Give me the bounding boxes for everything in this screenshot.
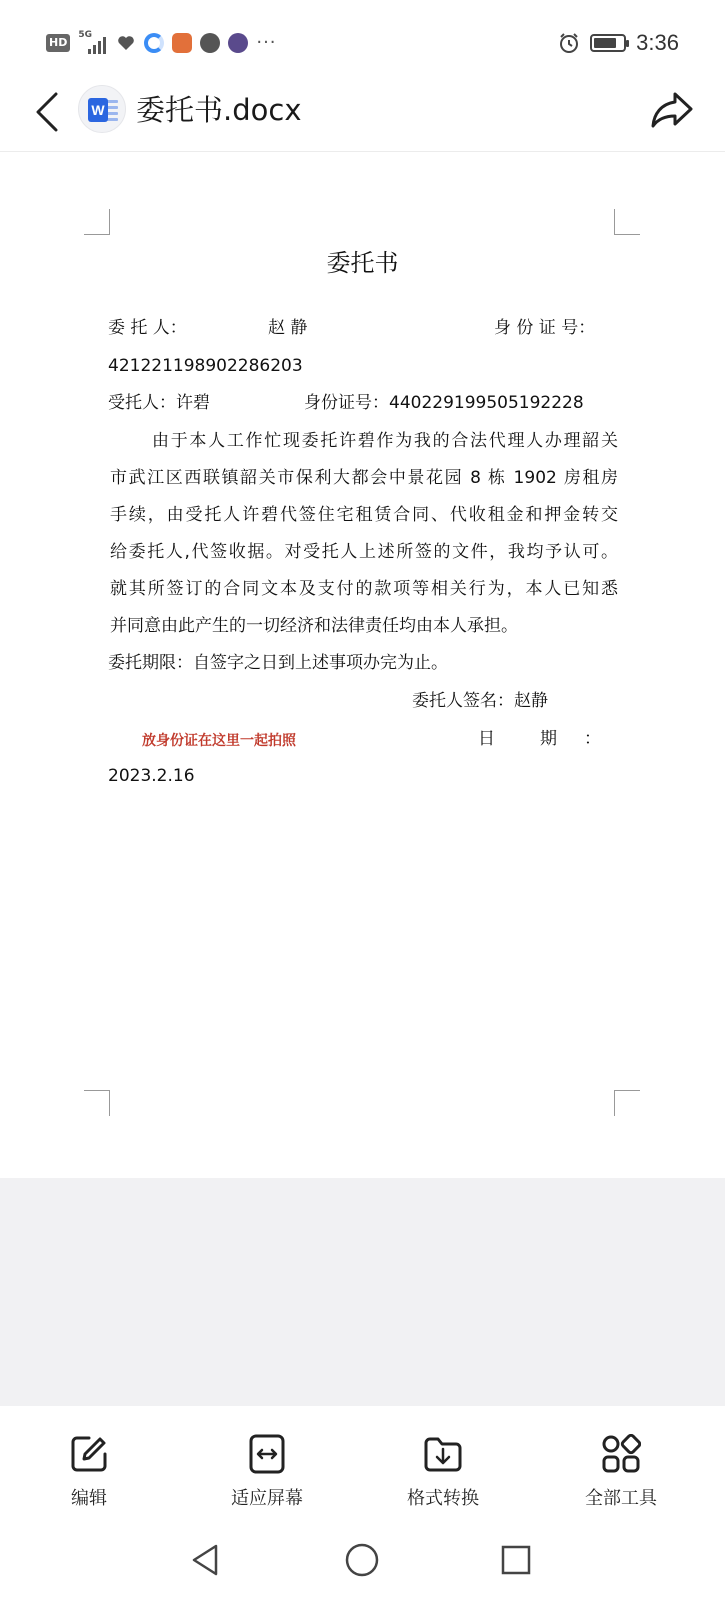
agent-label: 受托人：许碧 <box>108 393 210 413</box>
document-page[interactable] <box>0 153 725 1178</box>
viewer-background <box>0 1178 725 1406</box>
heart-icon <box>116 33 136 53</box>
agent-id-number: 身份证号：440229199505192228 <box>304 393 584 413</box>
nav-home-button[interactable] <box>342 1540 382 1580</box>
edit-icon <box>69 1434 109 1474</box>
doc-heading: 委托书 <box>326 249 399 277</box>
all-tools-label: 全部工具 <box>585 1488 657 1509</box>
battery-icon <box>590 34 626 52</box>
photo-note: 放身份证在这里一起拍照 <box>142 733 296 749</box>
back-button[interactable] <box>28 88 68 136</box>
margin-mark-bottom-left <box>84 1090 110 1116</box>
word-doc-icon: W <box>78 85 126 133</box>
principal-label: 委 托 人： <box>108 318 187 338</box>
paragraph-line: 市武江区西联镇韶关市保利大都会中景花园 8 栋 1902 房租房 <box>110 468 618 488</box>
edit-button[interactable] <box>24 1424 154 1524</box>
date-label-2: 期 <box>540 729 557 749</box>
app-header <box>0 72 725 152</box>
game-app-icon <box>172 33 192 53</box>
more-notifications-icon: ··· <box>256 32 277 53</box>
convert-format-label: 格式转换 <box>407 1488 479 1509</box>
fit-screen-icon <box>247 1434 287 1474</box>
date-colon: ： <box>584 729 601 749</box>
share-button[interactable] <box>647 86 697 134</box>
apps-grid-icon <box>601 1434 641 1474</box>
principal-id-number: 421221198902286203 <box>108 356 303 376</box>
principal-id-label: 身 份 证 号： <box>494 318 596 338</box>
signal-icon <box>78 32 108 54</box>
clock: 3:36 <box>636 30 679 55</box>
bottom-toolbar <box>0 1406 725 1526</box>
date-label-1: 日 <box>478 729 495 749</box>
status-left <box>46 30 277 56</box>
body-paragraph <box>110 423 618 645</box>
date-value: 2023.2.16 <box>108 766 195 786</box>
principal-name: 赵 静 <box>268 318 308 338</box>
folder-download-icon <box>423 1434 463 1474</box>
paragraph-line: 给委托人,代签收据。对受托人上述所签的文件，我均予认可。 <box>110 542 618 562</box>
all-tools-button[interactable] <box>556 1424 686 1524</box>
paragraph-line: 手续，由受托人许碧代签住宅租赁合同、代收租金和押金转交 <box>110 505 618 525</box>
convert-format-button[interactable] <box>378 1424 508 1524</box>
system-nav-bar <box>0 1526 725 1600</box>
network-type: 5G <box>78 30 92 40</box>
fit-screen-button[interactable] <box>202 1424 332 1524</box>
status-right <box>558 28 679 58</box>
entrust-period: 委托期限：自签字之日到上述事项办完为止。 <box>108 653 448 673</box>
nav-recents-button[interactable] <box>496 1540 536 1580</box>
hd-badge: HD <box>46 34 70 52</box>
alarm-icon <box>558 32 580 54</box>
globe-app-icon <box>200 33 220 53</box>
browser-app-icon <box>144 33 164 53</box>
edit-label: 编辑 <box>71 1488 107 1509</box>
margin-mark-top-right <box>614 209 640 235</box>
document-title: 委托书.docx <box>136 93 302 127</box>
paragraph-line: 由于本人工作忙现委托许碧作为我的合法代理人办理韶关 <box>152 431 618 451</box>
fit-screen-label: 适应屏幕 <box>231 1488 303 1509</box>
bell-app-icon <box>228 33 248 53</box>
nav-back-button[interactable] <box>186 1540 226 1580</box>
principal-signature: 委托人签名：赵静 <box>412 691 548 711</box>
paragraph-line: 并同意由此产生的一切经济和法律责任均由本人承担。 <box>110 616 518 636</box>
margin-mark-bottom-right <box>614 1090 640 1116</box>
paragraph-line: 就其所签订的合同文本及支付的款项等相关行为，本人已知悉 <box>110 579 618 599</box>
margin-mark-top-left <box>84 209 110 235</box>
